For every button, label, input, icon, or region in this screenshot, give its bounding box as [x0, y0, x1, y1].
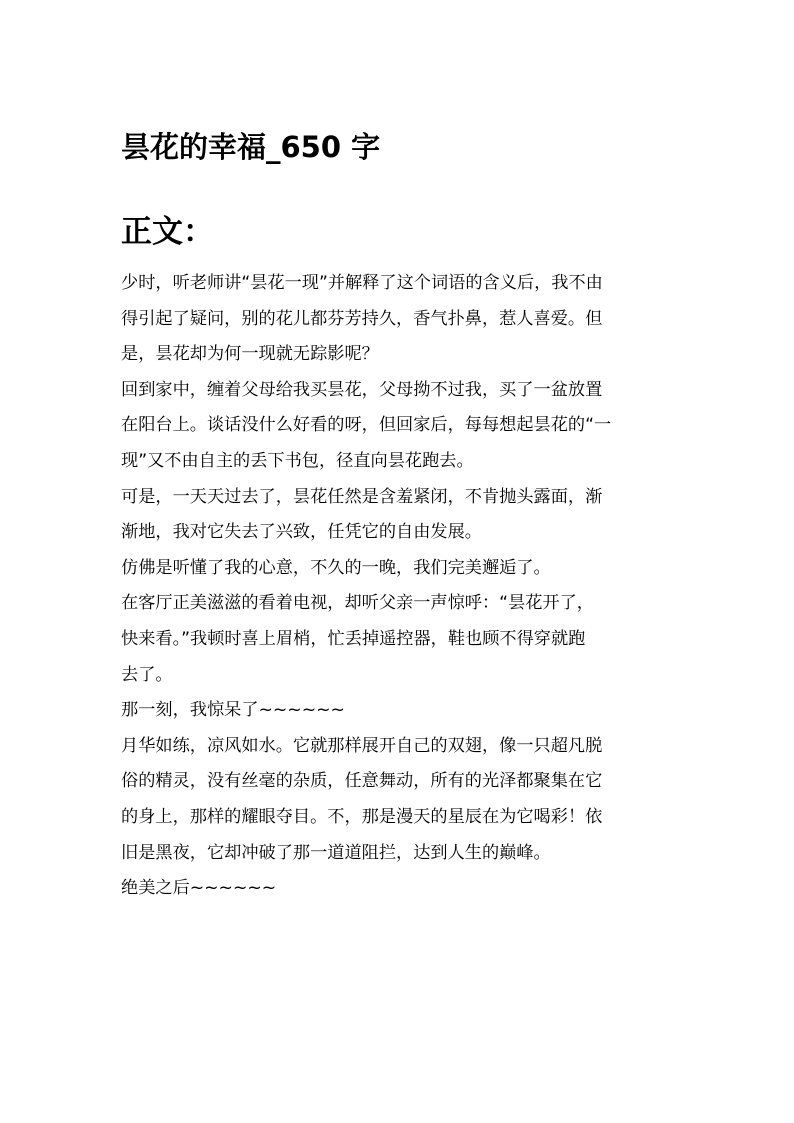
text-line: 绝美之后~~~~~~	[121, 878, 277, 899]
text-line: 俗的精灵，没有丝毫的杂质，任意舞动，所有的光泽都聚集在它	[121, 771, 603, 792]
body-text	[121, 266, 677, 907]
text-line: 回到家中，缠着父母给我买昙花，父母拗不过我，买了一盆放置	[121, 379, 603, 400]
text-line: 在客厅正美滋滋的看着电视，却听父亲一声惊呼：“昙花开了，	[121, 593, 594, 614]
text-line: 可是，一天天过去了，昙花任然是含羞紧闭，不肯抛头露面，渐	[121, 486, 603, 507]
text-line: 少时，听老师讲“昙花一现”并解释了这个词语的含义后，我不由	[121, 273, 603, 293]
text-line: 现”又不由自主的丢下书包，径直向昙花跑去。	[121, 450, 474, 471]
text-line: 渐地，我对它失去了兴致，任凭它的自由发展。	[121, 522, 482, 543]
text-line: 得引起了疑问，别的花儿都芬芳持久，香气扑鼻，惹人喜爱。但	[121, 308, 603, 329]
text-line: 的身上，那样的耀眼夺目。不，那是漫天的星辰在为它喝彩！依	[121, 806, 603, 827]
text-line: 在阳台上。谈话没什么好看的呀，但回家后，每每想起昙花的“一	[121, 415, 612, 436]
text-line: 快来看。”我顿时喜上眉梢，忙丢掉遥控器，鞋也顾不得穿就跑	[121, 628, 586, 649]
text-line: 旧是黑夜，它却冲破了那一道道阻拦，达到人生的巅峰。	[121, 842, 551, 863]
page-title: 昙花的幸福_650 字	[121, 130, 381, 164]
text-line: 去了。	[121, 664, 173, 685]
text-line: 是，昙花却为何一现就无踪影呢？	[121, 344, 379, 365]
text-line: 仿佛是听懂了我的心意，不久的一晚，我们完美邂逅了。	[121, 557, 551, 578]
section-heading: 正文：	[121, 214, 214, 250]
text-line: 那一刻，我惊呆了~~~~~~	[121, 700, 345, 721]
text-line: 月华如练，凉风如水。它就那样展开自己的双翅，像一只超凡脱	[121, 735, 603, 756]
